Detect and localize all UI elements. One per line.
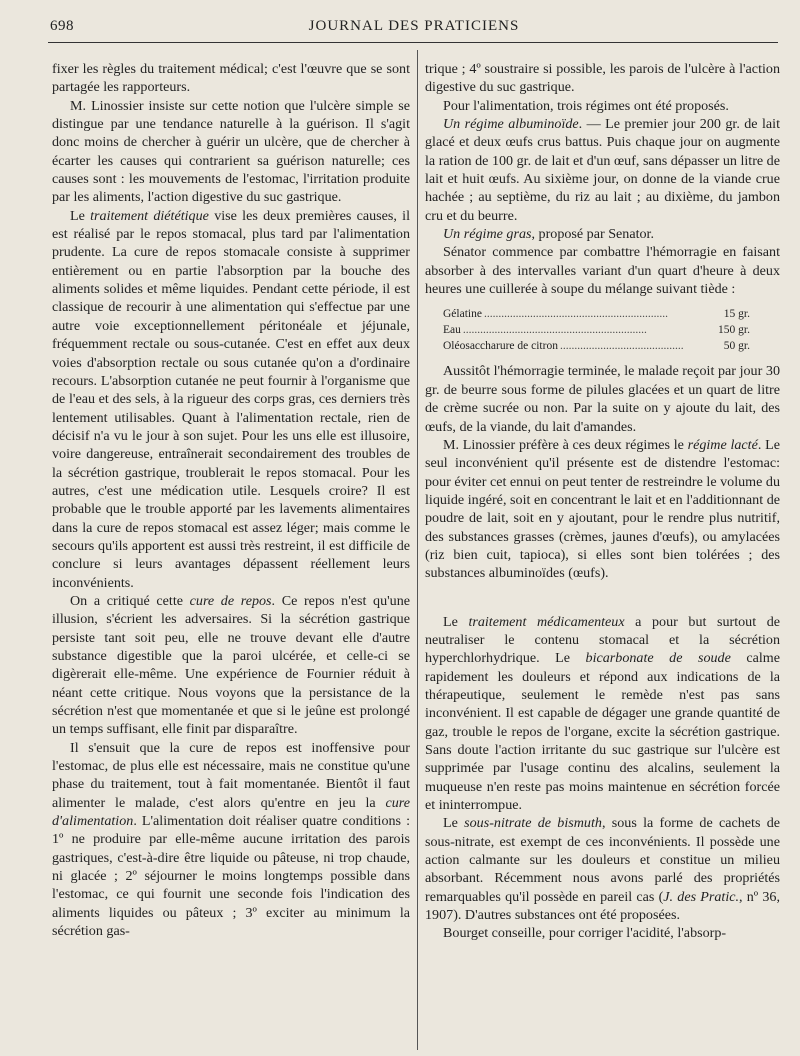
paragraph: Le sous-nitrate de bismuth, sous la forme de cachets de sous-nitrate, est exempt de ces inconvénients. Il possède une action calmante sur les douleurs et constitue un milieu absorbant. Récemment nous avons parlé des propriétés remarquables qu'il possède en pareil cas (J. des Pratic., nº 36, 1907). D'autres substances ont été proposées.	[425, 815, 781, 924]
paragraph: Il s'ensuit que la cure de repos est inoffensive pour l'estomac, de plus elle est nécessaire, mais ne constitue qu'une phase du traitement, tout à fait momentanée. Bientôt il faut alimenter le malade, c'est alors qu'entre en jeu la cure d'alimentation. L'alimentation doit réaliser quatre conditions : 1º ne produire par elle-même aucune irritation des parois gastriques, c'est-à-dire être liquide ou pâteuse, ni trop chaude, ni glacée ; 2º séjourner le moins longtemps possible dans l'estomac, ce qui fournit une seconde fois l'indication des aliments liquides ou pâteux ; 3º exciter au minimum la sécrétion gas-	[52, 739, 410, 940]
paragraph: Un régime albuminoïde. — Le premier jour 200 gr. de lait glacé et deux œufs crus battus. Puis chaque jour on augmente la ration de 100 gr. de lait et d'un œuf, sans dépasser un litre de lait et huit œufs. Au sixième jour, on donne de la viande crue hachée ; au septième, du riz au lait ; au dixième, du jambon cru et du beurre.	[425, 116, 780, 224]
recipe-row	[443, 338, 780, 354]
recipe-table	[443, 306, 780, 354]
paragraph: M. Linossier préfère à ces deux régimes le régime lacté. Le seul inconvénient qu'il présente est de distendre l'estomac: pour éviter cet ennui on peut tenter de restreindre le volume du liquide ingéré, soit en concentrant le lait et en l'additionnant de poudre de lait, soit en y ajoutant, pour le rendre plus nutritif, des substances grasses (crèmes, jaunes d'œufs), ou amylacées (riz bien cuit, tapioca), si elles sont bien tolérées ; des substances albuminoïdes (œufs).	[425, 436, 780, 582]
recipe-quantity: 15 gr.	[723, 308, 750, 321]
recipe-ingredient: Oléosaccharure de citron	[443, 340, 558, 353]
leader-dots	[484, 306, 684, 322]
header-rule	[48, 42, 778, 43]
paragraph: Le traitement diététique vise les deux premières causes, il est réalisé par le repos stomacal, plus tard par l'alimentation prudente. La cure de repos stomacale consiste à supprimer entièrement ou en partie l'absorption par la bouche des aliments solides et même liquides. Pendant cette période, il est classique de recourir à une alimentation qui s'effectue par une autre voie exceptionnellement péritonéale et jéjunale, fréquemment rectale ou sous-cutanée. C'est en effet aux deux voies d'absorption rectale ou sous cutanée qu'on a d'ordinaire recours. L'absorption cutanée ne peut fournir à l'organisme que de l'eau et des sels, à la rigueur des corps gras, ces derniers très lentement utilisables. Quant à l'alimentation rectale, rien de décisif n'a vu le jour à son sujet. Pour les uns elle est illusoire, voire dangereuse, entraînerait secondairement des troubles de la sécrétion gastrique, troublerait le repos stomacal. Pour les autres, c'est une médication utile. Lesquels croire? Il est probable que le trouble apporté par les lavements alimentaires dans la cure de repos stomacal est assez léger; mais comme le secours qu'ils apportent est aussi très restreint, il est difficile de conclure si leurs avantages dépassent réellement leurs inconvénients.	[52, 207, 410, 591]
recipe-quantity: 50 gr.	[723, 340, 750, 353]
paragraph: On a critiqué cette cure de repos. Ce repos n'est qu'une illusion, s'écrient les adversaires. Si la sécrétion gastrique persiste tant soit peu, elle ne trouve devant elle d'autre substance digestible que la paroi ulcérée, et celle-ci se digèrerait elle-même. Une expérience de Fournier réduit à néant cette critique. Nous voyons que la persistance de la sécrétion n'est que momentanée et que si le jeûne est prolongé un temps suffisant, elle finit par disparaître.	[52, 592, 411, 738]
journal-title: JOURNAL DES PRATICIENS	[308, 18, 520, 34]
leader-dots	[560, 338, 684, 354]
paragraph: Un régime gras, proposé par Senator.	[443, 226, 654, 243]
recipe-row	[443, 322, 780, 338]
paragraph: Aussitôt l'hémorragie terminée, le malade reçoit par jour 30 gr. de beurre sous forme de pilules glacées et un quart de litre de crème sucrée ou non. Par la suite on y ajoute du lait, des œufs, de la viande, du lait d'amandes.	[425, 363, 780, 435]
left-column	[52, 60, 410, 941]
paragraph: Bourget conseille, pour corriger l'acidité, l'absorp-	[443, 925, 727, 942]
paragraph: M. Linossier insiste sur cette notion que l'ulcère simple se distingue par une tendance naturelle à la guérison. Il s'agit donc moins de chercher à guérir un ulcère, que de chercher à écarter les causes qui contrarient sa guérison naturelle; ces causes sont : les mouvements de l'estomac, l'irritation produite par les aliments, l'action digestive du suc gastrique.	[52, 97, 410, 206]
right-column	[425, 60, 780, 943]
recipe-ingredient: Gélatine	[443, 308, 482, 321]
recipe-row	[443, 306, 780, 322]
page-header	[50, 18, 778, 40]
paragraph: fixer les règles du traitement médical; c'est l'œuvre que se sont partagée les rapporteurs.	[52, 61, 410, 96]
recipe-ingredient: Eau	[443, 324, 461, 337]
paragraph: Le traitement médicamenteux a pour but surtout de neutraliser le contenu stomacal et la sécrétion hyperchlorhydrique. Le bicarbonate de soude calme rapidement les douleurs et répond aux indications de la thérapeutique, seulement le remède n'est pas sans inconvénient. Il est capable de dégager une grande quantité de gaz, trouble le repos de l'organe, excite la sécrétion gastrique. Sans doute l'action irritante du suc gastrique sur l'ulcère est supprimée par l'usage continu des alcalins, seulement la muqueuse n'en reste pas moins maintenue en sécrétion forcée et ininterrompue.	[425, 613, 780, 814]
page-number: 698	[50, 18, 74, 34]
paragraph: Sénator commence par combattre l'hémorragie en faisant absorber à des intervalles variant d'un quart d'heure à deux heures une cuillerée à soupe du mélange suivant tiède :	[425, 244, 780, 298]
column-divider	[417, 50, 418, 1050]
paragraph: trique ; 4º soustraire si possible, les parois de l'ulcère à l'action digestive du suc gastrique.	[425, 61, 780, 96]
paragraph: Pour l'alimentation, trois régimes ont été proposés.	[443, 97, 729, 114]
leader-dots	[463, 322, 684, 338]
recipe-quantity: 150 gr.	[718, 324, 750, 337]
